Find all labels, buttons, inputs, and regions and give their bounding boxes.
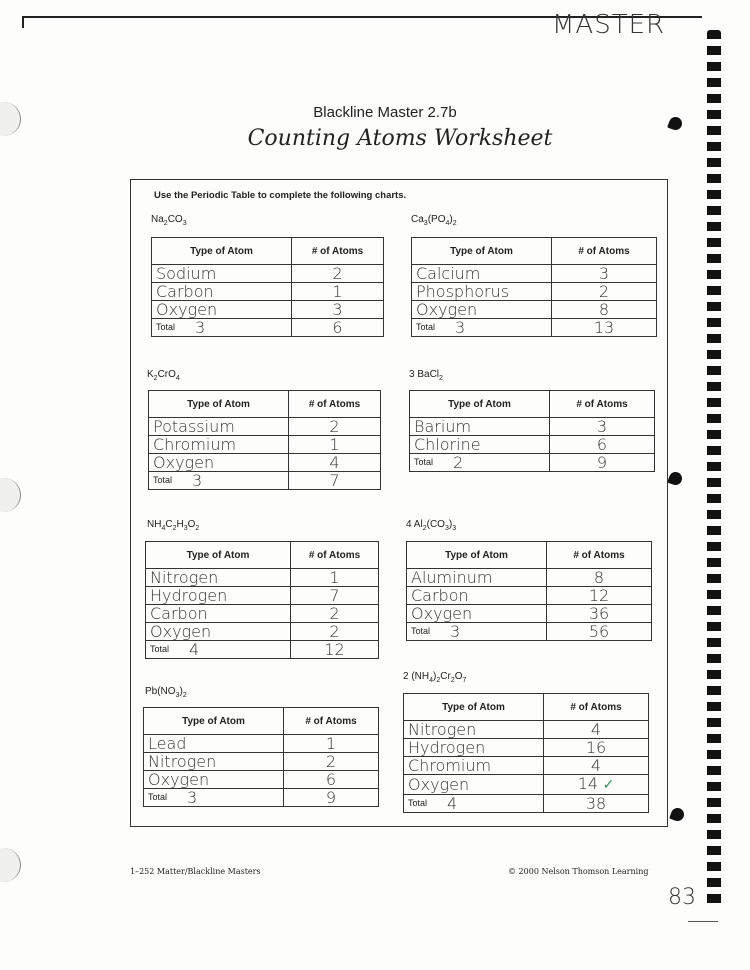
atom-count: 8 <box>547 569 652 587</box>
table-row <box>407 587 652 605</box>
table-row <box>146 623 379 641</box>
master-stamp: MASTER <box>552 10 666 40</box>
table-row <box>412 265 657 283</box>
atom-name: Oxygen <box>404 775 544 795</box>
atom-name: Oxygen <box>412 301 552 319</box>
atom-name: Sodium <box>152 265 292 283</box>
total-label: Total <box>414 457 434 467</box>
atom-count: 16 <box>544 739 649 757</box>
table-row <box>146 569 379 587</box>
corner-tick <box>22 16 24 28</box>
atom-name: Oxygen <box>407 605 547 623</box>
table-header-row <box>146 542 379 569</box>
total-row <box>152 319 384 337</box>
chart-formula: $K_2CrO_4$ <box>147 369 180 382</box>
atom-count: 14 ✓ <box>544 775 649 795</box>
check-mark-icon: ✓ <box>598 777 615 793</box>
table-row <box>404 721 649 739</box>
chart-formula: $Pb(NO_3)_2$ <box>145 686 187 699</box>
table-row <box>404 757 649 775</box>
column-header-count: # of Atoms <box>552 238 657 265</box>
atom-name: Phosphorus <box>412 283 552 301</box>
total-types <box>410 454 550 472</box>
table-row <box>144 753 379 771</box>
table-row <box>404 775 649 795</box>
atom-name: Oxygen <box>152 301 292 319</box>
table-row <box>152 301 384 319</box>
table-row <box>144 735 379 753</box>
atom-count: 1 <box>284 735 379 753</box>
atom-count: 3 <box>550 418 655 436</box>
footer-left: 1–252 Matter/Blackline Masters <box>130 867 261 876</box>
column-header-count: # of Atoms <box>289 391 381 418</box>
table-row <box>144 771 379 789</box>
total-label: Total <box>156 322 176 332</box>
table-row <box>149 436 381 454</box>
bottom-line <box>688 921 718 922</box>
atom-count: 2 <box>552 283 657 301</box>
table-header-row <box>404 694 649 721</box>
binding-notch <box>669 806 686 823</box>
atom-name: Chromium <box>149 436 289 454</box>
total-row <box>146 641 379 659</box>
atom-count-table <box>143 707 379 807</box>
atom-count: 4 <box>544 757 649 775</box>
atom-name: Hydrogen <box>404 739 544 757</box>
atom-name: Barium <box>410 418 550 436</box>
total-label: Total <box>153 475 173 485</box>
atom-count-table <box>148 390 381 490</box>
column-header-count: # of Atoms <box>292 238 384 265</box>
footer-copyright: © 2000 Nelson Thomson Learning <box>508 867 649 876</box>
total-type-value: 3 <box>455 318 466 337</box>
table-header-row <box>144 708 379 735</box>
table-row <box>412 283 657 301</box>
atom-count: 4 <box>544 721 649 739</box>
total-row <box>144 789 379 807</box>
column-header-count: # of Atoms <box>284 708 379 735</box>
atom-count: 3 <box>292 301 384 319</box>
total-types <box>407 623 547 641</box>
column-header-type: Type of Atom <box>412 238 552 265</box>
atom-name: Calcium <box>412 265 552 283</box>
atom-count-table <box>145 541 379 659</box>
atom-name: Chlorine <box>410 436 550 454</box>
total-row <box>149 472 381 490</box>
total-label: Total <box>148 792 168 802</box>
atom-name: Aluminum <box>407 569 547 587</box>
table-row <box>407 569 652 587</box>
column-header-count: # of Atoms <box>291 542 379 569</box>
atom-name: Oxygen <box>146 623 291 641</box>
chart-formula: 2 $(NH_4)_2Cr_2O_7$ <box>403 671 467 684</box>
total-type-value: 4 <box>189 640 200 659</box>
total-label: Total <box>411 626 431 636</box>
column-header-type: Type of Atom <box>152 238 292 265</box>
total-atoms: 56 <box>547 623 652 641</box>
atom-name: Oxygen <box>149 454 289 472</box>
table-row <box>404 739 649 757</box>
chart-formula: 4 $Al_2(CO_3)_3$ <box>406 519 457 532</box>
total-atoms: 7 <box>289 472 381 490</box>
atom-count-table <box>411 237 657 337</box>
table-row <box>146 587 379 605</box>
total-row <box>404 795 649 813</box>
instructions: Use the Periodic Table to complete the following charts. <box>154 190 407 201</box>
table-header-row <box>410 391 655 418</box>
table-row <box>407 605 652 623</box>
chart-formula: $Ca_3(PO_4)_2$ <box>411 214 457 227</box>
column-header-type: Type of Atom <box>144 708 284 735</box>
atom-count: 12 <box>547 587 652 605</box>
total-row <box>412 319 657 337</box>
atom-count: 6 <box>550 436 655 454</box>
total-type-value: 3 <box>195 318 206 337</box>
total-atoms: 38 <box>544 795 649 813</box>
total-row <box>410 454 655 472</box>
atom-count: 2 <box>291 623 379 641</box>
table-row <box>152 283 384 301</box>
page-number: 83 <box>668 885 696 910</box>
table-row <box>410 436 655 454</box>
chart-formula: 3 BaCl$_2$ <box>409 369 443 382</box>
total-atoms: 12 <box>291 641 379 659</box>
total-types <box>412 319 552 337</box>
atom-name: Potassium <box>149 418 289 436</box>
table-row <box>149 454 381 472</box>
total-types <box>146 641 291 659</box>
atom-count: 8 <box>552 301 657 319</box>
atom-count: 2 <box>289 418 381 436</box>
total-types <box>404 795 544 813</box>
binder-hole <box>0 848 21 882</box>
total-type-value: 3 <box>187 788 198 807</box>
table-row <box>146 605 379 623</box>
atom-name: Chromium <box>404 757 544 775</box>
total-label: Total <box>408 798 428 808</box>
atom-name: Nitrogen <box>404 721 544 739</box>
chart-formula: $NH_4C_2H_3O_2$ <box>147 519 200 532</box>
atom-count: 7 <box>291 587 379 605</box>
column-header-type: Type of Atom <box>146 542 291 569</box>
atom-count-table <box>151 237 384 337</box>
atom-count: 4 <box>289 454 381 472</box>
column-header-type: Type of Atom <box>407 542 547 569</box>
table-row <box>412 301 657 319</box>
atom-name: Carbon <box>407 587 547 605</box>
total-types <box>149 472 289 490</box>
atom-count: 1 <box>292 283 384 301</box>
total-atoms: 9 <box>284 789 379 807</box>
blackline-master-label: Blackline Master 2.7b <box>313 104 457 121</box>
atom-count: 2 <box>291 605 379 623</box>
total-type-value: 3 <box>192 471 203 490</box>
total-label: Total <box>150 644 170 654</box>
total-atoms: 6 <box>292 319 384 337</box>
total-types <box>152 319 292 337</box>
binding-notch <box>667 470 684 487</box>
total-atoms: 9 <box>550 454 655 472</box>
total-type-value: 3 <box>450 622 461 641</box>
atom-count: 2 <box>284 753 379 771</box>
table-header-row <box>149 391 381 418</box>
atom-count: 36 <box>547 605 652 623</box>
total-row <box>407 623 652 641</box>
atom-name: Hydrogen <box>146 587 291 605</box>
atom-count-table <box>409 390 655 472</box>
total-type-value: 4 <box>447 794 458 813</box>
atom-count: 6 <box>284 771 379 789</box>
atom-count: 1 <box>289 436 381 454</box>
total-types <box>144 789 284 807</box>
atom-count: 2 <box>292 265 384 283</box>
table-row <box>149 418 381 436</box>
atom-name: Nitrogen <box>146 569 291 587</box>
atom-name: Carbon <box>146 605 291 623</box>
table-header-row <box>407 542 652 569</box>
total-atoms: 13 <box>552 319 657 337</box>
atom-name: Nitrogen <box>144 753 284 771</box>
atom-name: Lead <box>144 735 284 753</box>
total-label: Total <box>416 322 436 332</box>
table-row <box>410 418 655 436</box>
atom-name: Oxygen <box>144 771 284 789</box>
column-header-count: # of Atoms <box>544 694 649 721</box>
table-row <box>152 265 384 283</box>
atom-count-table <box>403 693 649 813</box>
table-header-row <box>412 238 657 265</box>
binder-hole <box>0 478 21 512</box>
total-type-value: 2 <box>453 453 464 472</box>
table-header-row <box>152 238 384 265</box>
column-header-type: Type of Atom <box>149 391 289 418</box>
atom-count-table <box>406 541 652 641</box>
atom-name: Carbon <box>152 283 292 301</box>
column-header-type: Type of Atom <box>410 391 550 418</box>
column-header-count: # of Atoms <box>547 542 652 569</box>
atom-count: 3 <box>552 265 657 283</box>
column-header-type: Type of Atom <box>404 694 544 721</box>
column-header-count: # of Atoms <box>550 391 655 418</box>
worksheet-title: Counting Atoms Worksheet <box>247 126 553 151</box>
spiral-binding <box>707 30 721 910</box>
atom-count: 1 <box>291 569 379 587</box>
chart-formula: $Na_2CO_3$ <box>151 214 187 227</box>
